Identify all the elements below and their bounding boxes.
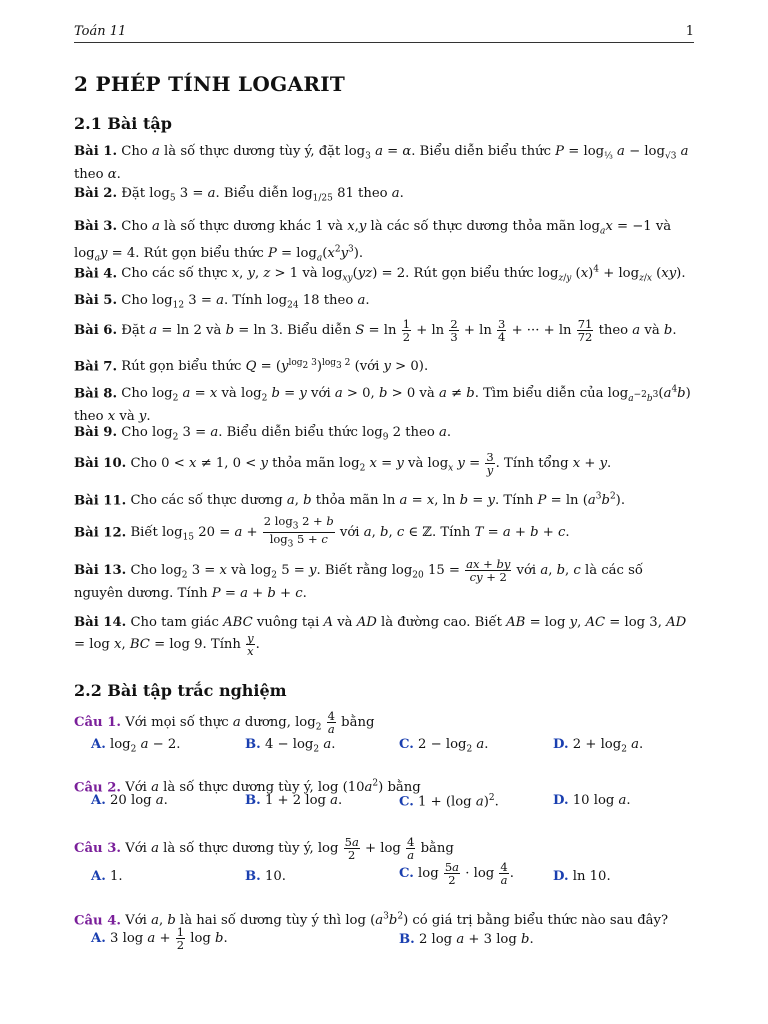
option-c[interactable]: C. $2 - \log_2 a$. (399, 737, 489, 755)
option-c[interactable]: C. 1 + (log a)$^2$. (399, 793, 499, 810)
problem-5: Bài 5. Cho $\log_{12} 3 = a$. Tính $\log_{24} 18$ theo a. (74, 293, 370, 311)
question-2-options (74, 793, 694, 813)
question-4-text: Với a, b là hai số dương tùy ý thì $\log (a^3b^2)$ có giá trị bằng biểu thức nào sau đây? (125, 912, 669, 929)
question-4: Câu 4. Với a, b là hai số dương tùy ý thì $\log (a^3b^2)$ có giá trị bằng biểu thức nào sau đây? (74, 912, 669, 929)
problem-7: Bài 7. Rút gọn biểu thức $Q = (y^{log_2 3})^{log_3 2}$ (với y > 0). (74, 358, 429, 375)
problem-11-text: Cho các số thực dương a, b thỏa mãn ln a = x, ln b = y. Tính $P = \ln (a^3b^2)$. (130, 492, 626, 509)
option-b[interactable]: B. 1 + 2 log a. (245, 793, 343, 808)
problem-1-text: Cho a là số thực dương tùy ý, đặt $\log_3 a = \alpha$. Biểu diễn biểu thức $P = \log_{\frac{1}{3}} a - \log_{√3} a$ theo α. (74, 144, 689, 182)
question-1-text: Với mọi số thực a dương, $\log_2$ $\frac{4}{a}$ bằng (125, 709, 375, 736)
option-d[interactable]: D. ln 10. (553, 869, 611, 884)
problem-5-text: Cho $\log_{12} 3 = a$. Tính $\log_{24} 18$ theo a. (121, 293, 370, 311)
problem-12: Bài 12. Biết $\log_{15} 20 = a$ + $\frac{2 \log_3 2 + b}{\log_3 5 + c}$ với a, b, c ∈ ℤ. Tính T = a + b + c. (74, 514, 570, 550)
problem-6: Bài 6. Đặt a = ln 2 và b = ln 3. Biểu diễn S = ln $\frac{1}{2}$ + ln $\frac{2}{3}$ + ln $\frac{3}{4}$ + ··· + ln $\frac{71}{72}$ theo a và b. (74, 317, 677, 344)
problem-2: Bài 2. Đặt $\log_5 3 = a$. Biểu diễn $\log_{1/25} 81$ theo a. (74, 186, 404, 204)
option-b[interactable]: B. $4 - \log_2 a$. (245, 737, 336, 755)
option-a[interactable]: A. 1. (91, 869, 123, 884)
problem-8: Bài 8. Cho $\log_2 a = x$ và $\log_2 b = y$ với a > 0, b > 0 và a ≠ b. Tìm biểu diễn của $\log_{a^{-2}b^3}(a^4b)$ theo x và y. (74, 385, 691, 425)
problem-14: Bài 14. Cho tam giác ABC vuông tại A và AD là đường cao. Biết AB = log y, AC = log 3, AD = log x, BC = log 9. Tính $\frac{y}{x}$ . (74, 615, 687, 658)
problem-7-text: Rút gọn biểu thức $Q = (y^{log_2 3})^{log_3 2}$ (với y > 0). (121, 358, 429, 375)
page-header (74, 22, 694, 43)
question-2-text: Với a là số thực dương tùy ý, $\log (10a^2)$ bằng (125, 779, 421, 796)
problem-6-text: Đặt a = ln 2 và b = ln 3. Biểu diễn S = ln $\frac{1}{2}$ + ln $\frac{2}{3}$ + ln $\frac{3}{4}$ + ··· + ln $\frac{71}{72}$ theo a và b. (121, 317, 677, 344)
page-number: 1 (685, 24, 694, 39)
chapter-title: 2 PHÉP TÍNH LOGARIT (74, 72, 346, 96)
problem-11: Bài 11. Cho các số thực dương a, b thỏa mãn ln a = x, ln b = y. Tính $P = \ln (a^3b^2)$. (74, 492, 626, 509)
problem-2-text: Đặt $\log_5 3 = a$. Biểu diễn $\log_{1/25} 81$ theo a. (121, 186, 404, 204)
problem-14-text: Cho tam giác ABC vuông tại A và AD là đường cao. Biết AB = log y, AC = log 3, AD = log x, BC = log 9. Tính $\frac{y}{x}$ . (74, 615, 687, 658)
option-a[interactable]: A. 20 log a. (91, 793, 168, 808)
section-title-exercises: 2.1 Bài tập (74, 114, 172, 133)
problem-4-text: Cho các số thực x, y, z > 1 và $\log_{xy}(yz) = 2$. Rút gọn biểu thức $\log_{z/y} (x)^4 + \log_{z/x} (xy)$. (121, 265, 686, 285)
problem-10-text: Cho 0 < x ≠ 1, 0 < y thỏa mãn $\log_2 x = y$ và $\log_x y$ = $\frac{3}{y}$ . Tính tổng x + y. (130, 450, 612, 477)
problem-13-text: Cho $\log_2 3 = x$ và $\log_2 5 = y$. Biết rằng $\log_{20} 15$ = $\frac{ax + by}{cy + 2}$ với a, b, c là các số nguyên dương. Tính P = a + b + c. (74, 557, 643, 601)
option-b[interactable]: B. 2 log a + 3 log b. (399, 932, 534, 947)
question-3: Câu 3. Với a là số thực dương tùy ý, log $\frac{5a}{2}$ + log $\frac{4}{a}$ bằng (74, 835, 454, 862)
problem-1: Bài 1. Cho a là số thực dương tùy ý, đặt $\log_3 a = \alpha$. Biểu diễn biểu thức $P = \log_{\frac{1}{3}} a - \log_{√3} a$ theo α. (74, 144, 689, 182)
section-title-multiple-choice: 2.2 Bài tập trắc nghiệm (74, 681, 287, 700)
problem-12-text: Biết $\log_{15} 20 = a$ + $\frac{2 \log_3 2 + b}{\log_3 5 + c}$ với a, b, c ∈ ℤ. Tính T = a + b + c. (130, 514, 570, 550)
problem-9-text: Cho $\log_2 3 = a$. Biểu diễn biểu thức $\log_9 2$ theo a. (121, 425, 452, 443)
header-subject: Toán 11 (74, 24, 127, 39)
question-1-options (74, 737, 694, 757)
option-a[interactable]: A. $\log_2 a - 2$. (91, 737, 181, 755)
problem-3: Bài 3. Cho a là số thực dương khác 1 và x,y là các số thực dương thỏa mãn $\log_ax = -1$ và $\log_ay = 4$. Rút gọn biểu thức $P = \log_a(x^2y^3)$. (74, 219, 672, 264)
problem-8-text: Cho $\log_2 a = x$ và $\log_2 b = y$ với a > 0, b > 0 và a ≠ b. Tìm biểu diễn của $\log_{a^{-2}b^3}(a^4b)$ theo x và y. (74, 385, 691, 425)
question-2: Câu 2. Với a là số thực dương tùy ý, $\log (10a^2)$ bằng (74, 779, 421, 796)
problem-13: Bài 13. Cho $\log_2 3 = x$ và $\log_2 5 = y$. Biết rằng $\log_{20} 15$ = $\frac{ax + by}{cy + 2}$ với a, b, c là các số nguyên dương. Tính P = a + b + c. (74, 557, 643, 601)
option-d[interactable]: D. $2 + \log_2 a$. (553, 737, 644, 755)
problem-3-text: Cho a là số thực dương khác 1 và x,y là các số thực dương thỏa mãn $\log_ax = -1$ và $\log_ay = 4$. Rút gọn biểu thức $P = \log_a(x^2y^3)$. (74, 219, 672, 264)
question-4-options (74, 925, 694, 952)
problem-10: Bài 10. Cho 0 < x ≠ 1, 0 < y thỏa mãn $\log_2 x = y$ và $\log_x y$ = $\frac{3}{y}$ . Tính tổng x + y. (74, 450, 612, 477)
question-3-text: Với a là số thực dương tùy ý, log $\frac{5a}{2}$ + log $\frac{4}{a}$ bằng (125, 835, 454, 862)
question-3-options (74, 860, 694, 889)
option-b[interactable]: B. 10. (245, 869, 286, 884)
option-d[interactable]: D. 10 log a. (553, 793, 631, 808)
problem-9: Bài 9. Cho $\log_2 3 = a$. Biểu diễn biểu thức $\log_9 2$ theo a. (74, 425, 452, 443)
option-c[interactable]: C. log $\frac{5a}{2}$ · log $\frac{4}{a}$ . (399, 860, 514, 887)
problem-4: Bài 4. Cho các số thực x, y, z > 1 và $\log_{xy}(yz) = 2$. Rút gọn biểu thức $\log_{z/y} (x)^4 + \log_{z/x} (xy)$. (74, 265, 686, 285)
option-a[interactable]: A. 3 log a + $\frac{1}{2}$ log b. (91, 925, 228, 952)
question-1: Câu 1. Với mọi số thực a dương, $\log_2$ $\frac{4}{a}$ bằng (74, 709, 375, 736)
